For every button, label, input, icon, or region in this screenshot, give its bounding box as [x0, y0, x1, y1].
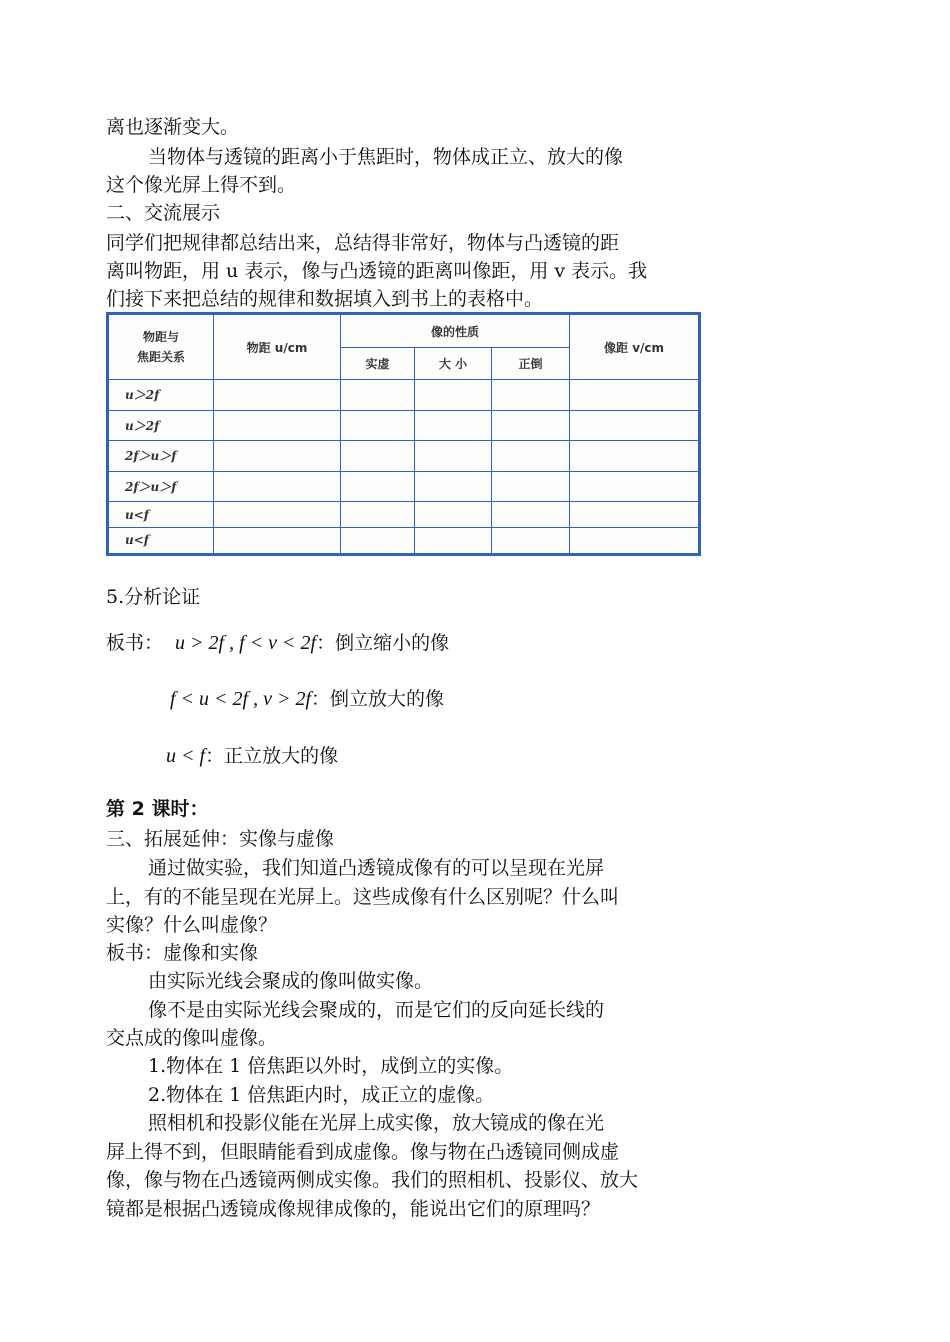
table-cell[interactable]: [415, 471, 492, 502]
header-image-distance: 像距 v/cm: [570, 314, 700, 380]
table-cell[interactable]: [214, 502, 341, 527]
formula: f < u < 2f , v > 2f: [170, 688, 312, 710]
table-cell[interactable]: [492, 502, 570, 527]
paragraph-line: 交点成的像叫虚像。: [106, 1027, 278, 1049]
rule-text: ：倒立缩小的像: [316, 632, 450, 654]
table-cell[interactable]: [214, 441, 341, 472]
paragraph-line: 照相机和投影仪能在光屏上成实像，放大镜成的像在光: [148, 1112, 605, 1134]
table-cell[interactable]: [492, 471, 570, 502]
table-cell[interactable]: [341, 441, 415, 472]
table-cell[interactable]: [415, 527, 492, 554]
paragraph-line: 屏上得不到，但眼睛能看到成虚像。像与物在凸透镜同侧成虚: [106, 1141, 620, 1163]
table-cell[interactable]: [341, 380, 415, 411]
row-condition: u＞2f: [108, 410, 214, 441]
table-cell[interactable]: [415, 441, 492, 472]
table-row: [108, 471, 700, 502]
paragraph-line: 这个像光屏上得不到。: [106, 174, 297, 196]
table-cell[interactable]: [570, 441, 700, 472]
board-rule-2: [170, 686, 444, 712]
header-size: 大 小: [415, 348, 492, 380]
section-heading: 二、交流展示: [106, 202, 221, 224]
row-condition: u＞2f: [108, 380, 214, 411]
header-image-properties: 像的性质: [341, 314, 570, 348]
table-cell[interactable]: [341, 502, 415, 527]
table-cell[interactable]: [492, 527, 570, 554]
row-condition: u<f: [108, 502, 214, 527]
section-heading: 5.分析论证: [106, 586, 201, 608]
section-heading: 三、拓展延伸：实像与虚像: [106, 828, 335, 850]
table-cell[interactable]: [341, 471, 415, 502]
table-cell[interactable]: [341, 527, 415, 554]
paragraph-line: 当物体与透镜的距离小于焦距时，物体成正立、放大的像: [148, 146, 624, 168]
table-row: [108, 380, 700, 411]
formula: u > 2f , f < v < 2f: [175, 632, 317, 654]
table-cell[interactable]: [214, 410, 341, 441]
row-condition: 2f＞u＞f: [108, 471, 214, 502]
board-label: 板书：虚像和实像: [106, 942, 259, 964]
list-item: 2.物体在 1 倍焦距内时，成正立的虚像。: [148, 1084, 495, 1106]
header-real-virtual: 实虚: [341, 348, 415, 380]
table-cell[interactable]: [492, 410, 570, 441]
header-orientation: 正倒: [492, 348, 570, 380]
header-object-distance: 物距 u/cm: [214, 314, 341, 380]
table-cell[interactable]: [415, 380, 492, 411]
data-table: [106, 312, 701, 556]
paragraph-line: 们接下来把总结的规律和数据填入到书上的表格中。: [106, 288, 544, 310]
table-cell[interactable]: [214, 527, 341, 554]
paragraph-line: 像不是由实际光线会聚成的，而是它们的反向延长线的: [148, 999, 605, 1021]
table-cell[interactable]: [570, 410, 700, 441]
table-cell[interactable]: [570, 527, 700, 554]
table-cell[interactable]: [492, 441, 570, 472]
lesson-heading: 第 2 课时：: [106, 798, 209, 820]
table-cell[interactable]: [214, 471, 341, 502]
table-row: [108, 441, 700, 472]
table-cell[interactable]: [570, 471, 700, 502]
board-rule-3: [166, 743, 338, 769]
table-cell[interactable]: [415, 502, 492, 527]
paragraph-line: 同学们把规律都总结出来，总结得非常好，物体与凸透镜的距: [106, 232, 620, 254]
paragraph-line: 通过做实验，我们知道凸透镜成像有的可以呈现在光屏: [148, 857, 605, 879]
paragraph-line: 镜都是根据凸透镜成像规律成像的，能说出它们的原理吗？: [106, 1198, 601, 1220]
paragraph-line: 像，像与物在凸透镜两侧成实像。我们的照相机、投影仪、放大: [106, 1169, 639, 1191]
paragraph-line: 上，有的不能呈现在光屏上。这些成像有什么区别呢？什么叫: [106, 886, 620, 908]
table-cell[interactable]: [415, 410, 492, 441]
paragraph-line: 离也逐渐变大。: [106, 116, 240, 138]
list-item: 1.物体在 1 倍焦距以外时，成倒立的实像。: [148, 1055, 514, 1077]
board-label: 板书：: [106, 632, 164, 654]
table-cell[interactable]: [214, 380, 341, 411]
row-condition: u<f: [108, 527, 214, 554]
row-condition: 2f＞u＞f: [108, 441, 214, 472]
header-relation: 物距与 焦距关系: [108, 314, 214, 380]
table-cell[interactable]: [341, 410, 415, 441]
paragraph-line: 离叫物距，用 u 表示，像与凸透镜的距离叫像距，用 v 表示。我: [106, 260, 648, 282]
table-cell[interactable]: [570, 380, 700, 411]
board-rule-1: [106, 630, 449, 656]
table-row: [108, 527, 700, 554]
table-cell[interactable]: [492, 380, 570, 411]
table-row: [108, 502, 700, 527]
formula: u < f: [166, 745, 206, 767]
rule-text: ：正立放大的像: [205, 745, 339, 767]
table-row: [108, 410, 700, 441]
rule-text: ：倒立放大的像: [311, 688, 445, 710]
table-cell[interactable]: [570, 502, 700, 527]
paragraph-line: 实像？什么叫虚像？: [106, 914, 278, 936]
paragraph-line: 由实际光线会聚成的像叫做实像。: [148, 970, 434, 992]
